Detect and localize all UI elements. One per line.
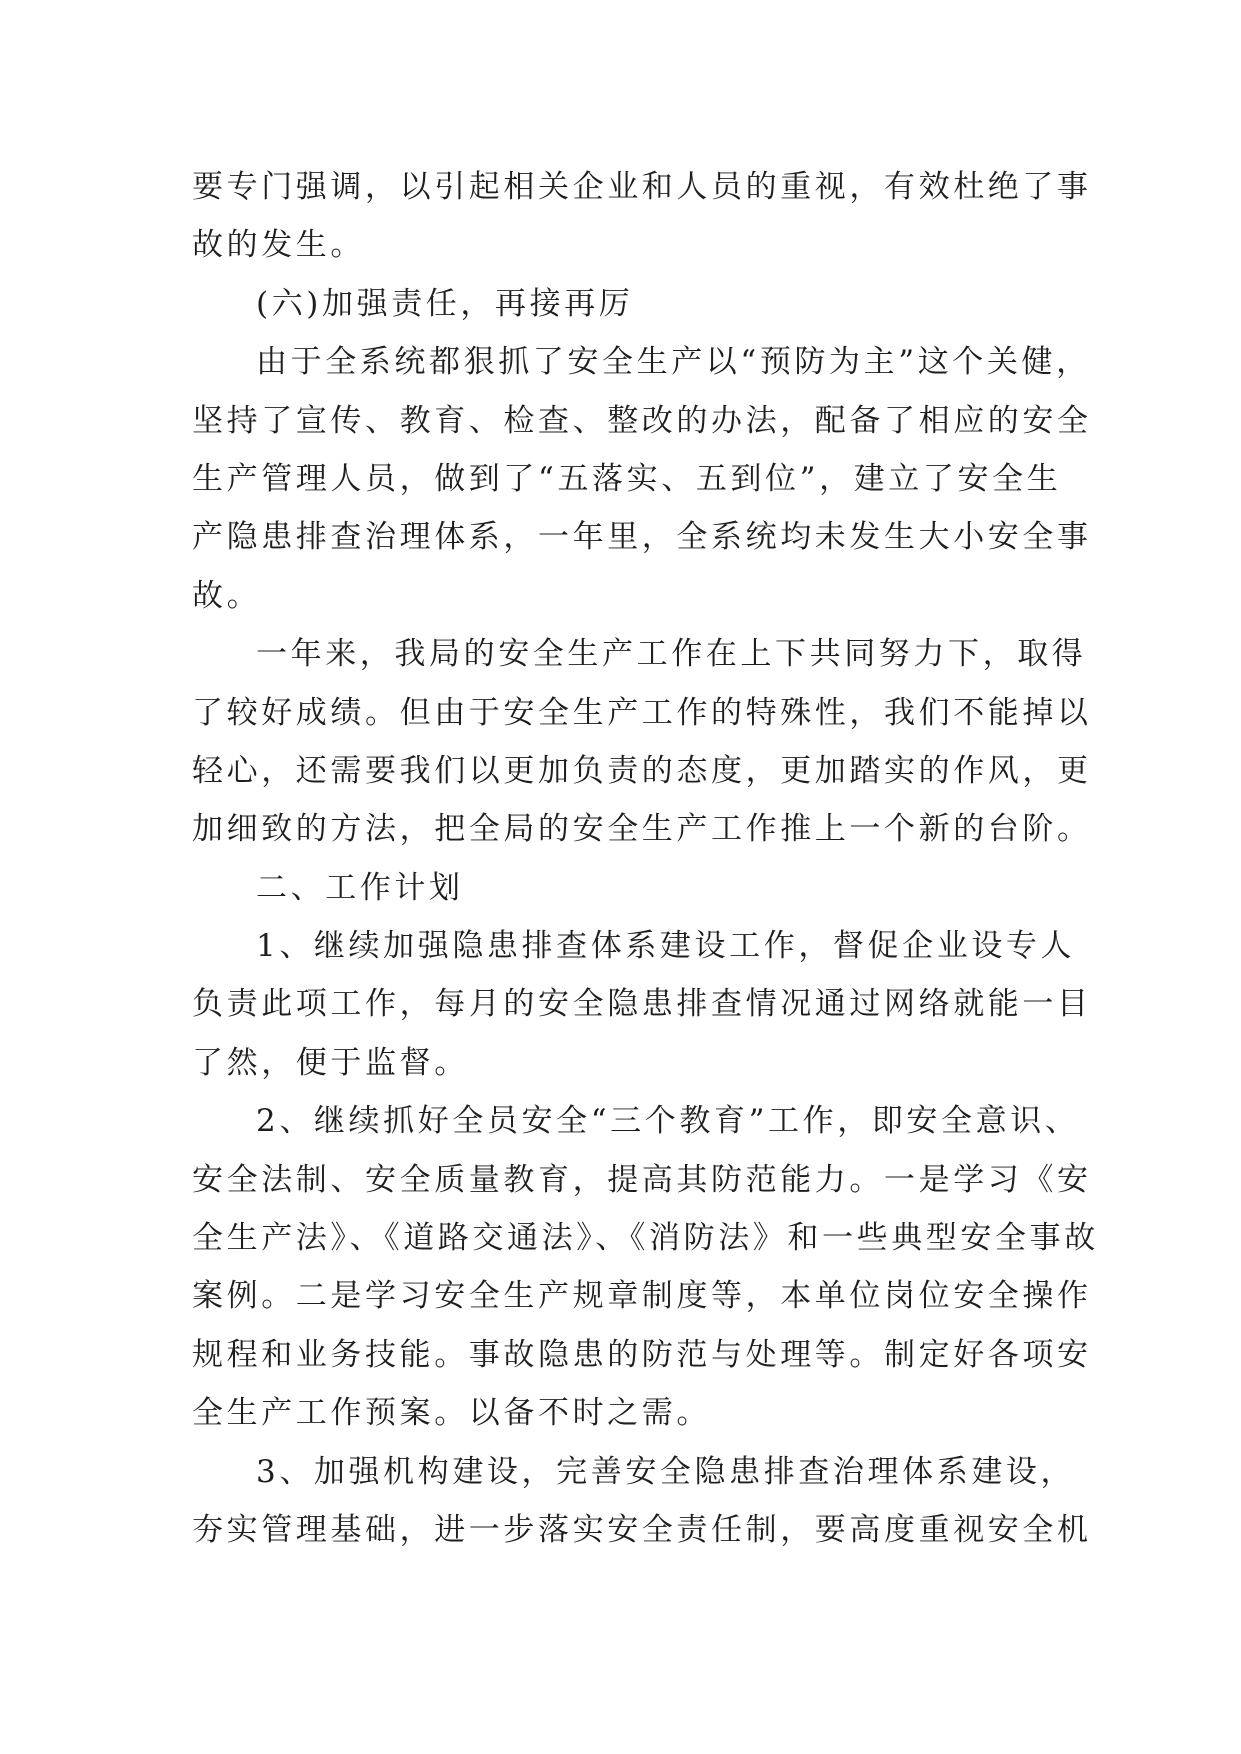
text-line: 产隐患排查治理体系，一年里，全系统均未发生大小安全事: [192, 519, 1092, 556]
text-line: 要专门强调，以引起相关企业和人员的重视，有效杜绝了事: [192, 169, 1092, 205]
text-line: 案例。二是学习安全生产规章制度等，本单位岗位安全操作: [192, 1278, 1092, 1315]
text-line: 全生产法》、《道路交通法》、《消防法》和一些典型安全事故: [192, 1220, 1099, 1257]
text-line: 3、加强机构建设，完善安全隐患排查治理体系建设，: [256, 1453, 1076, 1490]
text-line: 夯实管理基础，进一步落实安全责任制，要高度重视安全机: [192, 1511, 1092, 1548]
text-line: 生产管理人员，做到了“五落实、五到位”，建立了安全生: [192, 460, 1062, 497]
text-line: 规程和业务技能。事故隐患的防范与处理等。制定好各项安: [192, 1336, 1092, 1373]
section-heading: (六)加强责任，再接再厉: [256, 285, 634, 322]
text-line: 轻心，还需要我们以更加负责的态度，更加踏实的作风，更: [192, 752, 1092, 789]
text-line: 安全法制、安全质量教育，提高其防范能力。一是学习《安: [192, 1161, 1092, 1198]
text-line: 坚持了宣传、教育、检查、整改的办法，配备了相应的安全: [192, 402, 1092, 439]
text-line: 负责此项工作，每月的安全隐患排查情况通过网络就能一目: [192, 986, 1092, 1023]
text-line: 故的发生。: [192, 227, 365, 264]
text-line: 2、继续抓好全员安全“三个教育”工作，即安全意识、: [256, 1103, 1080, 1140]
text-line: 故。: [192, 577, 262, 614]
text-line: 一年来，我局的安全生产工作在上下共同努力下，取得: [256, 636, 1087, 673]
text-line: 1、继续加强隐患排查体系建设工作，督促企业设专人: [256, 928, 1076, 965]
document-body: [192, 158, 1099, 1559]
text-line: 了然，便于监督。: [192, 1044, 469, 1081]
text-line: 全生产工作预案。以备不时之需。: [192, 1395, 711, 1432]
section-heading: 二、工作计划: [256, 869, 464, 906]
text-line: 由于全系统都狠抓了安全生产以“预防为主”这个关健，: [256, 344, 1091, 381]
text-line: 加细致的方法，把全局的安全生产工作推上一个新的台阶。: [192, 811, 1092, 848]
text-line: 了较好成绩。但由于安全生产工作的特殊性，我们不能掉以: [192, 694, 1092, 731]
